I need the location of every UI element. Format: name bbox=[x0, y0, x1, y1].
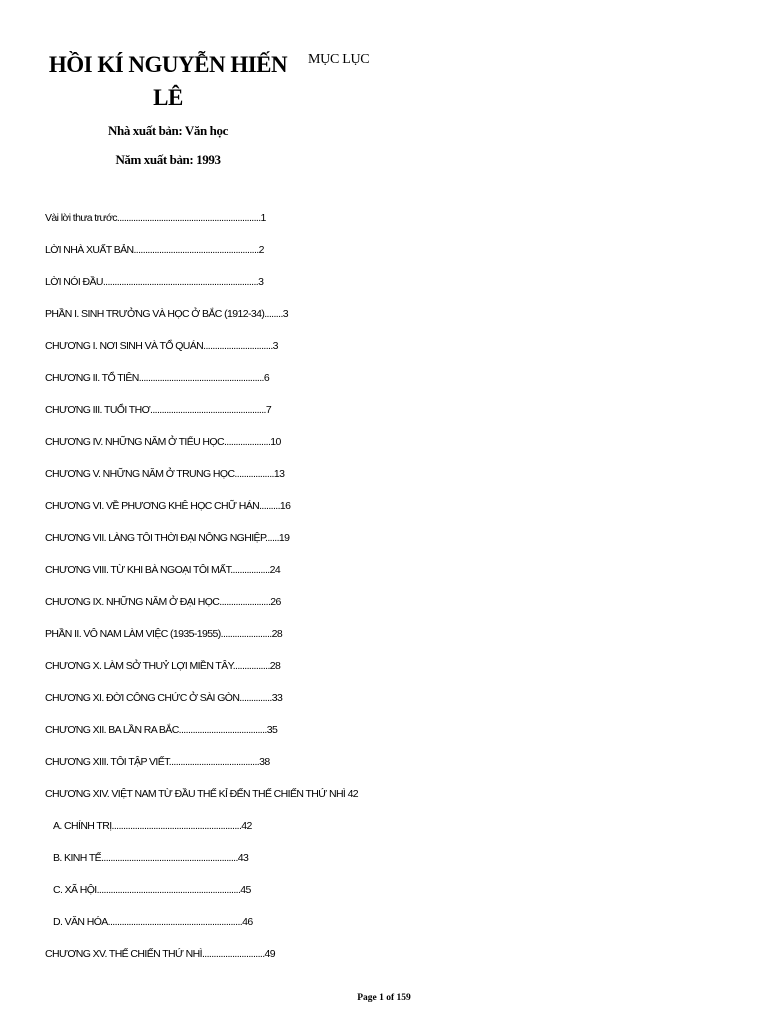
toc-entry: CHƯƠNG IV. NHỮNG NĂM Ở TIỂU HỌC....................10 bbox=[45, 436, 281, 448]
toc-entry: PHẦN I. SINH TRƯỞNG VÀ HỌC Ở BẮC (1912-34)........3 bbox=[45, 308, 288, 320]
toc-entry: D. VĂN HÓA..........................................................46 bbox=[53, 916, 253, 928]
toc-entry: PHẦN II. VÔ NAM LÀM VIỆC (1935-1955)......................28 bbox=[45, 628, 283, 640]
toc-entry: A. CHÍNH TRỊ........................................................42 bbox=[53, 820, 252, 832]
toc-entry: CHƯƠNG III. TUỔI THƠ..................................................7 bbox=[45, 404, 272, 416]
toc-entry: CHƯƠNG VIII. TỪ KHI BÀ NGOẠI TÔI MẤT.................24 bbox=[45, 564, 281, 576]
toc-entry: CHƯƠNG XI. ĐỜI CÔNG CHỨC Ở SÀI GÒN..............33 bbox=[45, 692, 283, 704]
document-header bbox=[0, 0, 768, 200]
toc-entry: CHƯƠNG IX. NHỮNG NĂM Ở ĐẠI HỌC......................26 bbox=[45, 596, 281, 608]
toc-entry: CHƯƠNG II. TỔ TIÊN......................................................6 bbox=[45, 372, 270, 384]
publisher-line: Nhà xuất bản: Văn học bbox=[108, 123, 228, 138]
toc-heading: MỤC LỤC bbox=[308, 52, 370, 67]
toc-entry: CHƯƠNG X. LÀM SỞ THUỶ LỢI MIỀN TÂY................28 bbox=[45, 660, 281, 672]
toc-entry: CHƯƠNG VI. VỀ PHƯƠNG KHÊ HỌC CHỮ HÁN.........16 bbox=[45, 500, 291, 512]
toc-entry: B. KINH TẾ...........................................................43 bbox=[53, 852, 249, 864]
toc-entry: CHƯƠNG XIII. TÔI TẬP VIẾT.......................................38 bbox=[45, 756, 270, 768]
book-title: HỒI KÍ NGUYỄN HIẾN LÊ bbox=[48, 52, 288, 110]
toc-entry: CHƯƠNG XV. THẾ CHIẾN THỨ NHÌ...........................49 bbox=[45, 948, 276, 960]
toc-entry: CHƯƠNG XIV. VIỆT NAM TỪ ĐẦU THẾ KỈ ĐẾN THẾ CHIẾN THỨ NHÌ 42 bbox=[45, 788, 359, 800]
toc-entry: C. XÃ HỘI..............................................................45 bbox=[53, 884, 251, 896]
toc-entry: CHƯƠNG XII. BA LẦN RA BẮC......................................35 bbox=[45, 724, 278, 736]
toc-entry: CHƯƠNG I. NƠI SINH VÀ TỔ QUÁN..............................3 bbox=[45, 340, 278, 352]
publication-year-line: Năm xuất bản: 1993 bbox=[115, 152, 221, 167]
toc-entry: LỜI NÓI ĐẦU...................................................................3 bbox=[45, 276, 264, 288]
toc-entry: CHƯƠNG VII. LÀNG TÔI THỜI ĐẠI NÔNG NGHIỆP......19 bbox=[45, 532, 290, 544]
toc-entry: CHƯƠNG V. NHỮNG NĂM Ở TRUNG HỌC.................13 bbox=[45, 468, 285, 480]
toc-entry: LỜI NHÀ XUẤT BẢN......................................................2 bbox=[45, 244, 264, 256]
toc-entry: Vài lời thưa trước..............................................................1 bbox=[45, 212, 266, 224]
page-footer: Page 1 of 159 bbox=[357, 993, 411, 1003]
